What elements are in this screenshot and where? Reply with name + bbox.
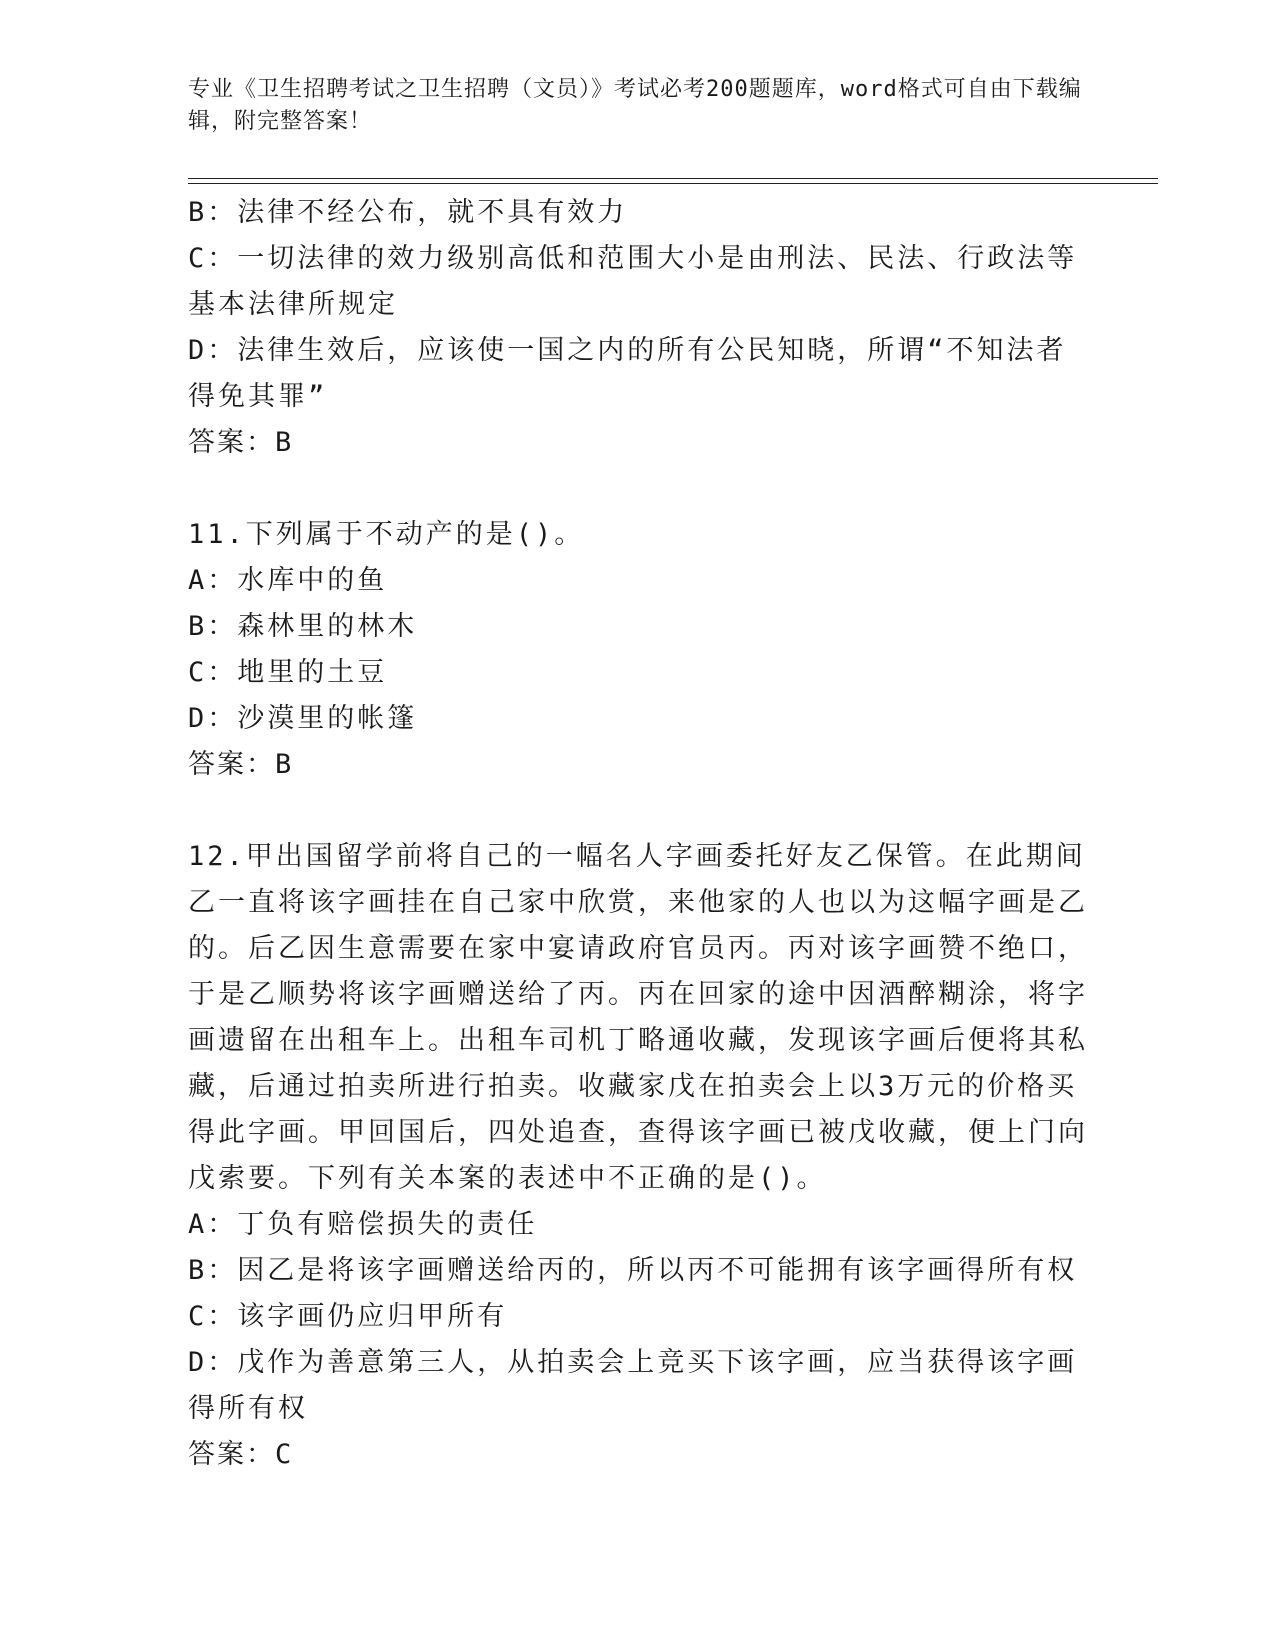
question-stem: 12.甲出国留学前将自己的一幅名人字画委托好友乙保管。在此期间乙一直将该字画挂在自己家中欣赏，来他家的人也以为这幅字画是乙的。后乙因生意需要在家中宴请政府官员丙。丙对该字画赞不绝口，于是乙顺势将该字画赠送给了丙。丙在回家的途中因酒醉糊涂，将字画遗留在出租车上。出租车司机丁略通收藏，发现该字画后便将其私藏，后通过拍卖所进行拍卖。收藏家戊在拍卖会上以3万元的价格买得此字画。甲回国后，四处追查，查得该字画已被戊收藏，便上门向戊索要。下列有关本案的表述中不正确的是()。: [188, 841, 1088, 1194]
prev-question-block: [188, 190, 1088, 466]
page-header: 专业《卫生招聘考试之卫生招聘（文员）》考试必考200题题库，word格式可自由下载编辑，附完整答案！: [188, 77, 1082, 134]
header-rule-bottom: [188, 183, 1158, 184]
question-11-block: [188, 512, 1088, 788]
spacer: [188, 466, 1088, 512]
option-d: D：沙漠里的帐篷: [188, 703, 418, 734]
option-b: B：因乙是将该字画赠送给丙的，所以丙不可能拥有该字画得所有权: [188, 1255, 1078, 1286]
spacer: [188, 788, 1088, 834]
answer: 答案：B: [188, 427, 294, 458]
answer: 答案：B: [188, 749, 294, 780]
option-c: C：一切法律的效力级别高低和范围大小是由刑法、民法、行政法等基本法律所规定: [188, 243, 1078, 320]
option-c: C：地里的土豆: [188, 657, 388, 688]
option-d: D：法律生效后，应该使一国之内的所有公民知晓，所谓“不知法者得免其罪”: [188, 335, 1067, 412]
option-a: A：丁负有赔偿损失的责任: [188, 1209, 538, 1240]
question-12-block: [188, 834, 1088, 1478]
option-b: B：森林里的林木: [188, 611, 418, 642]
document-body: [188, 190, 1088, 1478]
option-d: D：戊作为善意第三人，从拍卖会上竞买下该字画，应当获得该字画得所有权: [188, 1347, 1078, 1424]
answer: 答案：C: [188, 1439, 294, 1470]
header-rule-top: [188, 178, 1158, 179]
option-a: A：水库中的鱼: [188, 565, 388, 596]
question-stem: 11.下列属于不动产的是()。: [188, 519, 585, 550]
option-c: C：该字画仍应归甲所有: [188, 1301, 508, 1332]
option-b: B：法律不经公布，就不具有效力: [188, 197, 628, 228]
